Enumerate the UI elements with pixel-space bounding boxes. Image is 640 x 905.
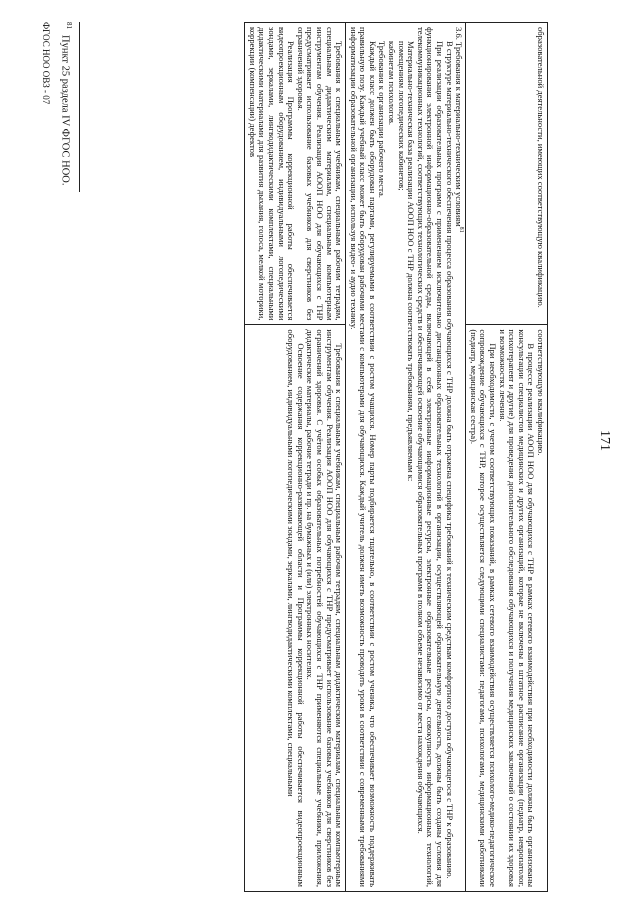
section-paragraph: В структуре материально-технического обеспечения процесса образования обучающихся с ТНР должна быть отражена специфика требований к техническим средствам комфортного доступа обучающегося с ТНР к образованию. — [444, 41, 455, 879]
footnote-divider — [79, 22, 80, 192]
footnote — [59, 22, 76, 622]
table-row — [466, 23, 548, 892]
row1-right-text-0: соответствующую квалификацию. — [536, 329, 546, 456]
section-paragraph: При реализации образовательных программ с применением исключительно дистанционных образовательных технологий в организации, осуществляющей образовательную деятельность, должны быть созданы условия для функционирования электронной информационно-образовательной среды, включающей в себя электронные информационные ресурсы, электронные образовательные ресурсы, совокупность информационных технологий, телекоммуникационных технологий, соответствующих технологических средств и обеспечивающей освоение обучающимися образовательных программ в полном объеме независимо от места нахождения обучающихся. — [415, 27, 446, 887]
section-paragraph: кабинетам психологов. — [387, 41, 398, 126]
row3-left-text-1: Реализация Программы коррекционной работы обеспечивается видеопроекционным оборудованием, индивидуальными логопедическими зондами, зеркалами, лингводидактическими комплектами, специальными дидактическими материалами для развития дыхания, голоса, мелкой моторики, коррекции (компенсации) дефектов — [247, 27, 297, 321]
row3-right-text-1: Освоение содержания коррекционно-развивающей области и Программы коррекционной работы обеспечивается видеопроекционным оборудованием, индивидуальными логопедическими зондами, зеркалами, лингводидактическими комплектами, специальными — [286, 329, 306, 887]
row1-right-text-2: При необходимости, с учетом соответствующих показаний, в рамках сетевого взаимодействия осуществляется психолого-медико-педагогическое сопровождение обучающихся с ТНР, которое осуществляется следующими специалистами: педагогами, психологами, медицинскими работниками (педиатр, медицинская сестра). — [468, 329, 499, 887]
page-number: 171 — [597, 430, 612, 451]
document-code: ФГОС НОО ОВЗ - 07 — [41, 22, 52, 105]
requirements-table — [244, 22, 548, 892]
section-paragraph: Каждый класс должен быть оборудован партами, регулируемыми в соответствии с ростом учащихся. Номер парты подбирается тщательно, в соответствии с ростом ученика, что обеспечивает возможность поддерживать правильную позу. Каждый учебный класс может быть оборудован рабочими местами с компьютерами для обучающихся. Каждый учитель должен иметь возможность проводить уроки в соответствии с современными требованиями информатизации образовательной организации, используя видео- и аудио технику. — [348, 27, 378, 887]
table-row — [346, 23, 466, 892]
row1-left-text: образовательной деятельности, имеющих соответствующую квалификацию. — [536, 27, 546, 308]
row3-right-text-0: Требования к специальным учебникам, специальным рабочим тетрадям, специальным дидактическим материалам, специальным компьютерным инструментам обучения. Реализация АООП НОО для обучающихся с ТНР предусматривает использование базовых учебников для сверстников без ограничений здоровья. С учётом особых образовательных потребностей обучающихся с ТНР применяются специальные учебники, приложения, дидактические материалы, рабочие тетради и пр. на бумажных и (или) электронных носителях. — [305, 329, 345, 887]
footnote-area — [41, 22, 81, 622]
row1-left-cell — [466, 23, 548, 325]
row3-right-cell — [245, 325, 346, 892]
section-footnote-ref: 81 — [458, 226, 465, 233]
section-title-text: 3.6. Требования к материально-техническим условиям — [454, 27, 465, 227]
row3-left-text-0: Требования к специальным учебникам, специальным рабочим тетрадям, специальным дидактическим материалам, специальным компьютерным инструментам обучения. Реализация АООП НОО для обучающихся с ТНР предусматривает использование базовых учебников для сверстников без ограничений здоровья. — [295, 27, 345, 321]
section-paragraph: Материально-техническая база реализации АООП НОО с ТНР должна соответствовать требованиям, предъявляемым к: — [406, 41, 417, 482]
section-cell — [346, 23, 466, 892]
row1-right-text-1: В процессе реализации АООП НОО для обучающихся с ТНР в рамках сетевого взаимодействия при необходимости должны быть организованы консультации специалистов медицинских и других организаций, которые не включены в штатное расписание организации (педиатр, невропатолог, психотерапевт и другие) для проведения дополнительного обследования обучающихся и получения медицинских заключений о состоянии их здоровья и возможностях лечения. — [497, 329, 537, 887]
section-title — [454, 27, 464, 887]
section-paragraph: помещениям логопедических кабинетов; — [396, 41, 407, 191]
row1-right-cell — [466, 325, 548, 892]
table-row — [245, 23, 346, 892]
row3-left-cell — [245, 23, 346, 325]
footnote-text: Пункт 25 раздела IV ФГОС НОО. — [59, 35, 71, 186]
footnote-marker: 81 — [65, 22, 73, 29]
section-paragraph: Требования к организации рабочего места. — [377, 41, 388, 198]
